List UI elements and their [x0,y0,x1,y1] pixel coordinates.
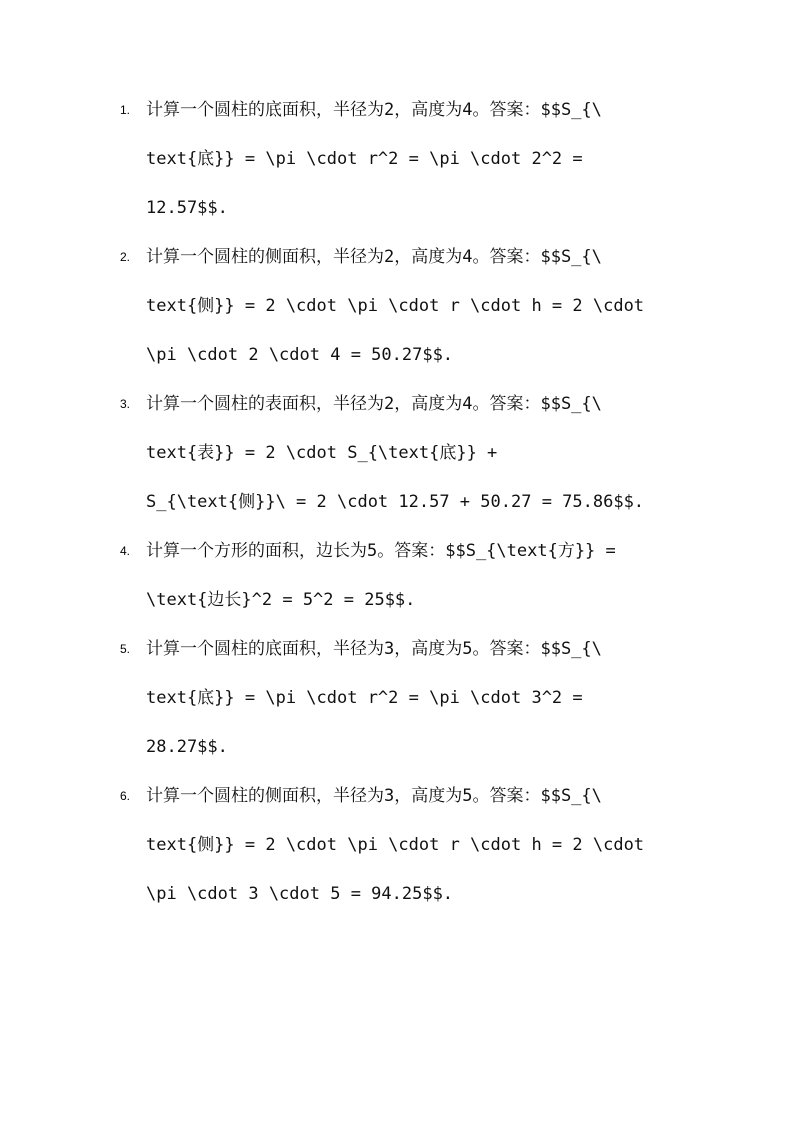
problem-item-5 [120,635,706,761]
problem-number: 3. [120,397,131,411]
problem-item-4 [120,537,706,614]
problem-text-line: text{侧}} = 2 \cdot \pi \cdot r \cdot h = 2 \cdot [146,835,645,855]
problem-number: 5. [120,642,131,656]
problem-number: 6. [120,789,131,803]
problem-item-1 [120,96,706,222]
problem-item-6 [120,782,706,908]
problem-item-3 [120,390,706,516]
problem-text-line: text{表}} = 2 \cdot S_{\text{底}} + [146,443,498,463]
problem-text-line: 计算一个方形的面积，边长为5。答案：$$S_{\text{方}} = [146,541,616,561]
problem-text-line: 12.57$$. [146,198,228,218]
problem-text-line: S_{\text{侧}}\ = 2 \cdot 12.57 + 50.27 = 75.86$$. [146,492,645,512]
problem-text-line: 计算一个圆柱的侧面积，半径为2，高度为4。答案：$$S_{\ [146,247,602,267]
problem-text-line: \pi \cdot 3 \cdot 5 = 94.25$$. [146,884,454,904]
problem-text-line: 计算一个圆柱的表面积，半径为2，高度为4。答案：$$S_{\ [146,394,602,414]
problem-text-line: 计算一个圆柱的底面积，半径为2，高度为4。答案：$$S_{\ [146,100,602,120]
problem-text-line: 28.27$$. [146,737,228,757]
problem-text-line: text{底}} = \pi \cdot r^2 = \pi \cdot 3^2 = [146,688,583,708]
problem-text-line: \text{边长}^2 = 5^2 = 25$$. [146,590,416,610]
problem-number: 1. [120,103,131,117]
problem-item-2 [120,243,706,369]
problem-text-line: 计算一个圆柱的侧面积，半径为3，高度为5。答案：$$S_{\ [146,786,602,806]
problem-number: 2. [120,250,131,264]
problem-number: 4. [120,544,131,558]
problem-text-line: \pi \cdot 2 \cdot 4 = 50.27$$. [146,345,454,365]
problem-text-line: text{底}} = \pi \cdot r^2 = \pi \cdot 2^2 = [146,149,583,169]
problem-text-line: 计算一个圆柱的底面积，半径为3，高度为5。答案：$$S_{\ [146,639,602,659]
problem-text-line: text{侧}} = 2 \cdot \pi \cdot r \cdot h = 2 \cdot [146,296,645,316]
problem-list [120,96,706,929]
